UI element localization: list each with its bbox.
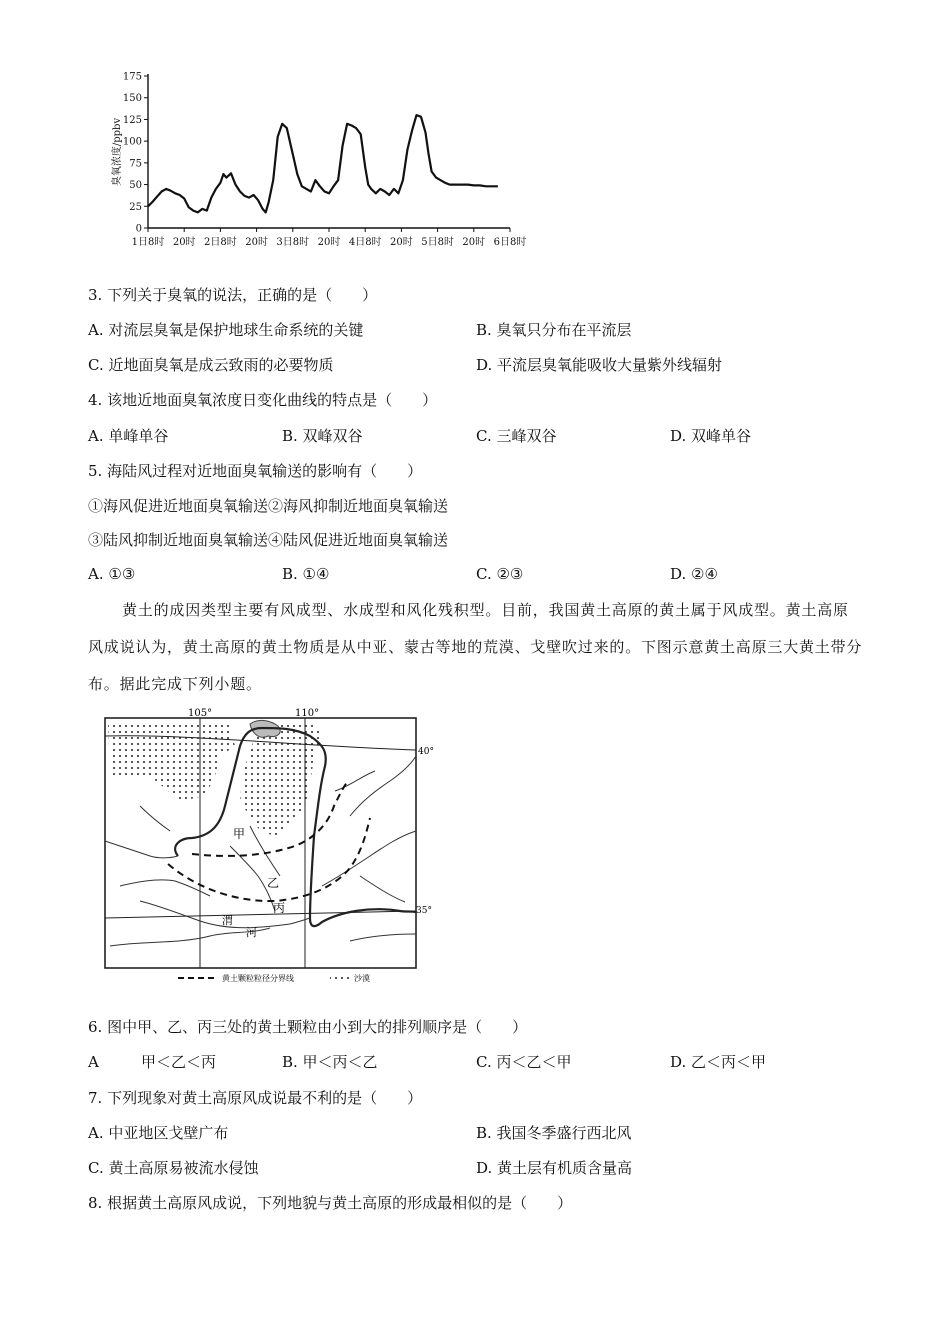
q6-option-c[interactable]: C. 丙＜乙＜甲 (476, 1053, 572, 1071)
question-8-stem: 8. 根据黄土高原风成说，下列地貌与黄土高原的形成最相似的是（ ） (88, 1194, 573, 1212)
question-7-stem: 7. 下列现象对黄土高原风成说最不利的是（ ） (88, 1089, 423, 1107)
q4-option-c[interactable]: C. 三峰双谷 (476, 427, 557, 445)
x-tick-label: 20时 (462, 237, 486, 248)
x-tick-label: 4日8时 (348, 237, 382, 248)
x-tick-label: 2日8时 (204, 237, 237, 248)
q4-option-b[interactable]: B. 双峰双谷 (282, 427, 363, 445)
q5-option-c[interactable]: C. ②③ (476, 565, 524, 583)
x-tick-label: 5日8时 (421, 237, 454, 248)
q5-option-b[interactable]: B. ①④ (282, 565, 330, 583)
q5-statements-line1: ①海风促进近地面臭氧输送②海风抑制近地面臭氧输送 (88, 497, 449, 515)
q3-option-d[interactable]: D. 平流层臭氧能吸收大量紫外线辐射 (476, 356, 723, 374)
question-6-stem: 6. 图中甲、乙、丙三处的黄土颗粒由小到大的排列顺序是（ ） (88, 1018, 528, 1036)
legend-dotted-sample (330, 974, 350, 982)
x-tick-label: 3日8时 (276, 237, 310, 248)
x-tick-label: 1日8时 (131, 237, 165, 248)
y-tick-label: 25 (129, 201, 142, 213)
desert-region-west (108, 722, 235, 801)
y-tick-label: 75 (129, 158, 142, 170)
x-tick-label: 20时 (390, 237, 413, 248)
label-lat-35: 35° (416, 906, 432, 916)
question-4-stem: 4. 该地近地面臭氧浓度日变化曲线的特点是（ ） (88, 391, 438, 409)
q7-option-d[interactable]: D. 黄土层有机质含量高 (476, 1159, 633, 1177)
question-3-stem: 3. 下列关于臭氧的说法，正确的是（ ） (88, 286, 378, 304)
ozone-chart (100, 68, 540, 253)
label-river-he: 河 (246, 926, 257, 939)
x-tick-label: 20时 (245, 237, 268, 248)
label-lon-105: 105° (188, 708, 213, 719)
y-axis-label: 臭氧浓度/ppbv (112, 117, 123, 187)
q6-option-a-letter[interactable]: A (88, 1053, 99, 1071)
q5-option-d[interactable]: D. ②④ (670, 565, 718, 583)
y-tick-label: 50 (129, 180, 142, 192)
q3-option-c[interactable]: C. 近地面臭氧是成云致雨的必要物质 (88, 356, 334, 374)
y-tick-label: 125 (122, 114, 142, 126)
q5-statements-line2: ③陆风抑制近地面臭氧输送④陆风促进近地面臭氧输送 (88, 531, 449, 549)
label-lat-40: 40° (418, 747, 434, 757)
label-jia: 甲 (233, 827, 246, 841)
label-river-wei: 渭 (222, 914, 233, 927)
q5-option-a[interactable]: A. ①③ (88, 565, 136, 583)
y-tick-label: 175 (122, 71, 142, 83)
label-yi: 乙 (267, 876, 280, 890)
legend-dotted-label: 沙漠 (354, 974, 370, 983)
label-lon-110: 110° (295, 708, 320, 719)
ozone-series-line (148, 115, 498, 212)
q6-option-b[interactable]: B. 甲＜丙＜乙 (282, 1053, 378, 1071)
desert-region-east (240, 722, 322, 836)
y-tick-label: 100 (122, 136, 142, 148)
q6-option-a-text[interactable]: 甲＜乙＜丙 (141, 1053, 217, 1071)
loess-passage: 黄土的成因类型主要有风成型、水成型和风化残积型。目前，我国黄土高原的黄土属于风成型。黄土高原风成说认为，黄土高原的黄土物质是从中亚、蒙古等地的荒漠、戈壁吹过来的。下图示意黄土高原三大黄土带分布。据此完成下列小题。 (88, 601, 863, 693)
y-tick-label: 0 (135, 223, 142, 235)
latitude-35-line (105, 911, 416, 918)
label-bing: 丙 (273, 901, 286, 915)
question-5-stem: 5. 海陆风过程对近地面臭氧输送的影响有（ ） (88, 462, 423, 480)
x-tick-label: 6日8时 (493, 237, 527, 248)
legend-dashed-label: 黄土颗粒粒径分界线 (222, 974, 294, 983)
q3-option-a[interactable]: A. 对流层臭氧是保护地球生命系统的关键 (88, 321, 364, 339)
q4-option-a[interactable]: A. 单峰单谷 (88, 427, 169, 445)
y-tick-label: 150 (122, 93, 142, 105)
q4-option-d[interactable]: D. 双峰单谷 (670, 427, 752, 445)
q3-option-b[interactable]: B. 臭氧只分布在平流层 (476, 321, 632, 339)
x-tick-label: 20时 (172, 237, 196, 248)
loess-plateau-map (100, 706, 434, 988)
q7-option-a[interactable]: A. 中亚地区戈壁广布 (88, 1124, 229, 1142)
q7-option-c[interactable]: C. 黄土高原易被流水侵蚀 (88, 1159, 259, 1177)
x-tick-label: 20时 (317, 237, 341, 248)
q6-option-d[interactable]: D. 乙＜丙＜甲 (670, 1053, 767, 1071)
q7-option-b[interactable]: B. 我国冬季盛行西北风 (476, 1124, 632, 1142)
